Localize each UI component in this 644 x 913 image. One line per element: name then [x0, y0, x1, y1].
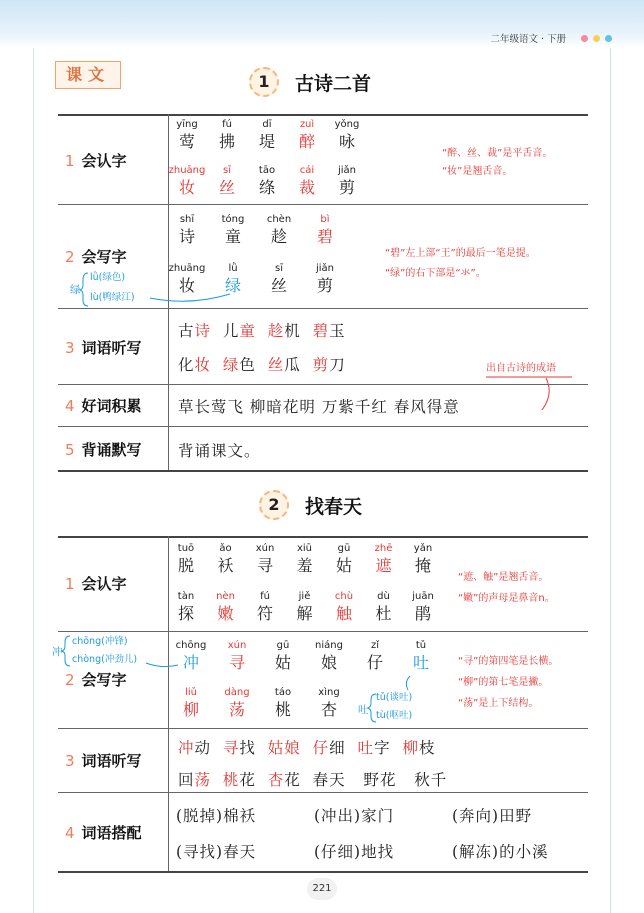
pinyin: xiū [296, 543, 313, 554]
l1-row-label-write: 2 会写字 [65, 248, 127, 266]
char-cell [245, 542, 285, 576]
lu-note-reading-b: lù(鸭绿江) [90, 292, 135, 303]
char-cell [287, 118, 327, 152]
char-cell [305, 213, 345, 247]
dictation-word: 古 [178, 322, 195, 340]
pinyin: táo [274, 687, 292, 698]
dictation-word: 玉 [329, 322, 346, 340]
dictation-word: 诗 [194, 322, 212, 340]
dictation-word [211, 356, 223, 374]
pinyin: tǔ [415, 640, 427, 651]
dictation-word: 童 [239, 322, 256, 340]
hanzi: 姑 [274, 653, 291, 672]
pinyin: xìng [318, 687, 340, 698]
hanzi: 莺 [178, 132, 195, 151]
chong-note-reading-b: chòng(冲劲儿) [72, 654, 138, 665]
lu-note-char: 绿 [70, 284, 81, 296]
dictation-word: 枝 [418, 739, 436, 757]
l2-write-note: “寻”的第四笔是长横。 [458, 656, 559, 667]
pinyin: niáng [315, 640, 343, 651]
pinyin: jiǎn [315, 263, 335, 274]
pinyin: dù [377, 591, 390, 602]
dictation-word: 色 [239, 356, 256, 374]
dictation-word: 化 [178, 356, 195, 374]
dictation-word: 碧 [312, 322, 330, 340]
lu-note-reading-a: lǜ(绿色) [90, 272, 126, 283]
tu-note-reading-b: tù(呕吐) [376, 710, 413, 721]
char-cell [401, 639, 441, 673]
chong-note-char: 冲 [52, 646, 63, 658]
hanzi: 妆 [178, 276, 195, 295]
table1-row-divider [58, 204, 588, 205]
char-cell [247, 118, 287, 152]
dictation-word [211, 739, 223, 757]
char-cell [259, 262, 299, 296]
hanzi: 姑 [335, 556, 352, 575]
hanzi: 丝 [218, 178, 235, 197]
hanzi: 寻 [256, 556, 273, 575]
pinyin: zhuāng [168, 165, 206, 176]
table1-bottom-border [58, 470, 588, 472]
hanzi: 丝 [270, 276, 287, 295]
pinyin: zuì [299, 119, 315, 130]
lesson1-title [249, 67, 371, 97]
l1-recognize-note: “醉、丝、裁”是平舌音。 [442, 148, 553, 159]
pinyin: tàn [177, 591, 195, 602]
table2-row-divider [58, 728, 588, 729]
hanzi: 仔 [366, 653, 383, 672]
table2-row-divider [58, 792, 588, 793]
hanzi: 绿 [224, 276, 241, 295]
decor-dot-blue [605, 35, 612, 42]
hanzi: 诗 [178, 227, 195, 246]
char-cell [287, 164, 327, 198]
char-cell [166, 542, 206, 576]
dictation-word [256, 771, 268, 789]
pinyin: zhuāng [168, 263, 206, 274]
char-cell [305, 262, 345, 296]
hanzi: 嫩 [217, 604, 234, 623]
pinyin: lǜ [228, 263, 238, 274]
char-cell [355, 639, 395, 673]
dictation-word: 儿 [211, 322, 240, 340]
l2-row-label-write: 2 会写字 [65, 671, 127, 689]
char-cell [217, 686, 257, 720]
dictation-word: 刀 [329, 356, 346, 374]
char-cell [324, 542, 364, 576]
l2-row-label-pairs: 4 词语搭配 [65, 824, 142, 842]
table1-top-border [58, 114, 588, 116]
table1-row-divider [58, 426, 588, 427]
l2-row-label-dictation: 3 词语听写 [65, 752, 142, 770]
char-cell [309, 639, 349, 673]
l2-pair: (脱掉)棉袄 [176, 807, 257, 825]
lesson1-number: 1 [249, 67, 279, 97]
pinyin: liǔ [185, 687, 197, 698]
char-cell [263, 686, 303, 720]
l1-row-label-good-words: 4 好词积累 [65, 397, 142, 415]
dictation-word [301, 739, 313, 757]
pinyin: chōng [175, 640, 207, 651]
hanzi: 解 [296, 604, 313, 623]
pinyin: shī [179, 214, 195, 225]
l2-pair: (仔细)地找 [314, 843, 395, 861]
pinyin: nèn [216, 591, 235, 602]
dictation-word: 找 [239, 739, 256, 757]
char-cell [327, 118, 367, 152]
hanzi: 杏 [320, 700, 337, 719]
hanzi: 符 [256, 604, 273, 623]
dictation-word: 吐 [357, 739, 375, 757]
char-cell [247, 164, 287, 198]
hanzi: 绦 [258, 178, 275, 197]
l1-write-note: “碧”左上部“王”的最后一笔是提。 [385, 248, 536, 259]
hanzi: 剪 [316, 276, 333, 295]
dictation-word [346, 739, 358, 757]
pinyin: gū [337, 543, 351, 554]
l2-write-note: “荡”是上下结构。 [458, 698, 539, 709]
l2-write-note: “柳”的第七笔是撇。 [458, 677, 549, 688]
dictation-word [256, 356, 268, 374]
table2-top-border [58, 536, 588, 538]
dictation-word: 趁 [267, 322, 285, 340]
hanzi: 童 [224, 227, 241, 246]
dictation-word [301, 322, 313, 340]
hanzi: 杜 [375, 604, 392, 623]
hanzi: 柳 [182, 700, 199, 719]
hanzi: 冲 [182, 653, 199, 672]
char-cell [263, 639, 303, 673]
chong-note-reading-a: chōng(冲锋) [72, 636, 128, 647]
dictation-word: 回 [178, 771, 195, 789]
dictation-word: 春天 野花 秋千 [300, 771, 448, 789]
char-cell [285, 590, 325, 624]
l1-row-label-dictation: 3 词语听写 [65, 339, 142, 357]
lesson1-name: 古诗二首 [295, 72, 372, 95]
dictation-word: 花 [239, 771, 256, 789]
pinyin: yǒng [334, 119, 360, 130]
hanzi: 堤 [258, 132, 275, 151]
dictation-word: 姑娘 [267, 739, 301, 757]
pinyin: dàng [224, 687, 250, 698]
char-cell [285, 542, 325, 576]
pinyin: sī [275, 263, 283, 274]
l1-row-label-recognize: 1 会认字 [65, 152, 127, 170]
l1-dictation-note: 出自古诗的成语 [486, 363, 556, 374]
dictation-word: 动 [194, 739, 212, 757]
right-margin-line [610, 48, 611, 913]
char-cell [364, 590, 404, 624]
dictation-word: 花 [284, 771, 301, 789]
dictation-word: 仔 [312, 739, 330, 757]
hanzi: 娘 [320, 653, 337, 672]
dictation-word: 剪 [312, 356, 330, 374]
l1-dictation-note-arrow [484, 376, 574, 416]
hanzi: 剪 [338, 178, 355, 197]
l1-recite: 背诵课文。 [178, 442, 261, 460]
hanzi: 桃 [274, 700, 291, 719]
hanzi: 遮 [375, 556, 392, 575]
l1-good-words: 草长莺飞 柳暗花明 万紫千红 春风得意 [178, 398, 460, 416]
page-number: 221 [307, 878, 337, 900]
dictation-word: 荡 [194, 771, 212, 789]
table2-column-divider [168, 536, 169, 871]
l2-pair: (奔向)田野 [452, 807, 533, 825]
dictation-word: 杏 [267, 771, 285, 789]
dictation-word [256, 322, 268, 340]
dictation-word: 绿 [222, 356, 240, 374]
dictation-word [391, 739, 403, 757]
dictation-word [256, 739, 268, 757]
char-cell [245, 590, 285, 624]
pinyin: gū [276, 640, 290, 651]
l2-pair: (冲出)家门 [314, 807, 395, 825]
section-tag: 课文 [55, 61, 121, 89]
tu-note-reading-a: tǔ(谈吐) [376, 692, 413, 703]
char-cell [259, 213, 299, 247]
hanzi: 掩 [414, 556, 431, 575]
pinyin: fú [260, 591, 270, 602]
pinyin: yǎn [413, 543, 433, 554]
pinyin: juān [412, 591, 434, 602]
hanzi: 咏 [338, 132, 355, 151]
hanzi: 拂 [218, 132, 235, 151]
char-cell [167, 118, 207, 152]
l2-dictation-line [178, 736, 435, 758]
char-cell [403, 542, 443, 576]
lesson2-title [259, 490, 362, 520]
hanzi: 羞 [296, 556, 313, 575]
pinyin: tóng [221, 214, 245, 225]
pinyin: yīng [176, 119, 198, 130]
dictation-word: 桃 [222, 771, 240, 789]
hanzi: 鹃 [414, 604, 431, 623]
dictation-word: 字 [374, 739, 391, 757]
l1-recognize-note: “妆”是翘舌音。 [442, 166, 513, 177]
pinyin: chèn [266, 214, 292, 225]
char-cell [213, 213, 253, 247]
pinyin: cái [299, 165, 315, 176]
pinyin: bì [320, 214, 330, 225]
pinyin: ǎo [219, 543, 232, 554]
pinyin: fú [222, 119, 232, 130]
char-cell [309, 686, 349, 720]
l2-pair: (寻找)春天 [176, 843, 257, 861]
hanzi: 裁 [298, 178, 315, 197]
pinyin: tāo [258, 165, 276, 176]
l2-recognize-note: “遮、触”是翘舌音。 [458, 572, 549, 583]
pinyin: jiě [298, 591, 311, 602]
dictation-word: 冲 [178, 739, 195, 757]
dictation-word: 机 [284, 322, 301, 340]
pinyin: dī [262, 119, 272, 130]
char-cell [167, 213, 207, 247]
char-cell [206, 590, 246, 624]
char-cell [324, 590, 364, 624]
char-cell [364, 542, 404, 576]
tu-note-char: 吐 [358, 704, 369, 716]
l2-pair: (解冻)的小溪 [452, 843, 549, 861]
dictation-word [301, 356, 313, 374]
l2-recognize-note: “嫩”的声母是鼻音n。 [458, 593, 555, 604]
char-cell [207, 164, 247, 198]
dictation-word [211, 771, 223, 789]
l1-write-note: “绿”的右下部是“氺”。 [385, 268, 486, 279]
pinyin: sī [223, 165, 231, 176]
char-cell [206, 542, 246, 576]
hanzi: 脱 [177, 556, 194, 575]
hanzi: 寻 [228, 653, 245, 672]
l2-row-label-recognize: 1 会认字 [65, 575, 127, 593]
dictation-word: 柳 [402, 739, 419, 757]
dictation-word: 妆 [194, 356, 212, 374]
decor-dot-yellow [593, 35, 600, 42]
table2-bottom-border [58, 871, 588, 873]
l2-dictation-line [178, 768, 447, 790]
dictation-word: 细 [329, 739, 346, 757]
l1-dictation-line [178, 353, 346, 375]
decor-dot-pink [581, 35, 588, 42]
pinyin: zǐ [370, 640, 380, 651]
lesson2-number: 2 [259, 490, 289, 520]
char-cell [166, 590, 206, 624]
pinyin: xún [227, 640, 247, 651]
pinyin: chù [334, 591, 354, 602]
char-cell [171, 686, 211, 720]
pinyin: xún [255, 543, 275, 554]
hanzi: 醉 [298, 132, 315, 151]
dictation-word: 丝 [267, 356, 285, 374]
hanzi: 荡 [228, 700, 245, 719]
lesson2-name: 找春天 [305, 495, 363, 518]
char-cell [327, 164, 367, 198]
l1-dictation-line [178, 319, 346, 341]
char-cell [207, 118, 247, 152]
char-cell [167, 164, 207, 198]
pinyin: zhē [374, 543, 393, 554]
hanzi: 吐 [412, 653, 429, 672]
dictation-word: 寻 [222, 739, 240, 757]
hanzi: 袄 [217, 556, 234, 575]
hanzi: 探 [177, 604, 194, 623]
pinyin: tuō [177, 543, 195, 554]
hanzi: 趁 [270, 227, 287, 246]
hanzi: 触 [335, 604, 352, 623]
hanzi: 碧 [316, 227, 333, 246]
table2-row-divider [58, 631, 588, 632]
dictation-word: 瓜 [284, 356, 301, 374]
char-cell [403, 590, 443, 624]
book-label: 二年级语文 · 下册 [490, 34, 566, 45]
hanzi: 妆 [178, 178, 195, 197]
left-margin-line [33, 48, 34, 913]
pinyin: jiǎn [337, 165, 357, 176]
l1-row-label-recite: 5 背诵默写 [65, 441, 142, 459]
char-cell [217, 639, 257, 673]
